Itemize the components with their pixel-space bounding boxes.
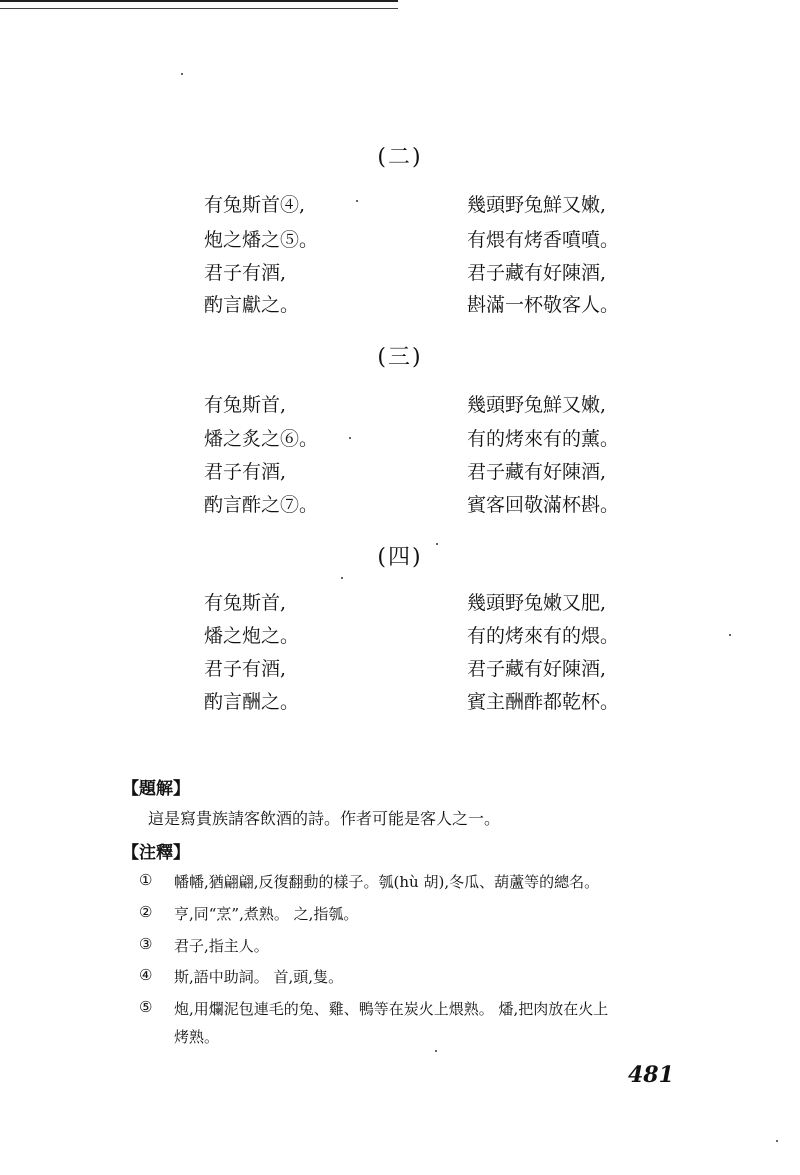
section-title-3: (三) <box>377 345 423 370</box>
note-text: 斯,語中助詞。 首,頭,隻。 <box>174 968 344 986</box>
poem-line-right: 斟滿一杯敬客人。 <box>467 294 620 316</box>
poem-line-right: 幾頭野兔鮮又嫩, <box>467 394 607 416</box>
poem-line-left: 酌言酢之⑦。 <box>204 494 319 516</box>
section-title-4: (四) <box>377 545 423 570</box>
poem-line-left: 燔之炮之。 <box>204 625 300 647</box>
poem-line-right: 有的烤來有的煨。 <box>467 625 620 647</box>
scan-speck <box>435 1050 437 1052</box>
poem-line-right: 賓客回敬滿杯斟。 <box>467 494 620 516</box>
poem-line-left: 有兔斯首④, <box>204 194 306 216</box>
poem-line-left: 君子有酒, <box>204 262 287 284</box>
poem-line-left: 炮之燔之⑤。 <box>204 229 319 251</box>
scan-speck <box>436 543 438 545</box>
tijie-text: 這是寫貴族請客飲酒的詩。作者可能是客人之一。 <box>148 809 501 828</box>
poem-line-right: 幾頭野兔鮮又嫩, <box>467 194 607 216</box>
tijie-heading: 【題解】 <box>122 779 190 799</box>
note-text-continued: 烤熟。 <box>174 1028 220 1046</box>
scan-speck <box>181 73 183 75</box>
poem-line-right: 有煨有烤香噴噴。 <box>467 229 620 251</box>
top-rule <box>0 0 398 2</box>
note-number: ① <box>139 871 153 889</box>
poem-line-left: 酌言獻之。 <box>204 294 300 316</box>
scan-speck <box>356 200 358 202</box>
note-number: ② <box>139 903 153 921</box>
poem-line-right: 賓主酬酢都乾杯。 <box>467 691 620 713</box>
poem-line-right: 君子藏有好陳酒, <box>467 262 607 284</box>
note-number: ④ <box>139 966 153 984</box>
note-text: 亨,同“烹”,煮熟。 之,指瓠。 <box>174 905 359 923</box>
top-rule-thin <box>0 8 398 9</box>
poem-line-left: 酌言酬之。 <box>204 691 300 713</box>
note-text: 炮,用爛泥包連毛的兔、雞、鴨等在炭火上煨熟。 燔,把肉放在火上 <box>174 1000 609 1018</box>
poem-line-right: 幾頭野兔嫩又肥, <box>467 592 607 614</box>
poem-line-left: 有兔斯首, <box>204 394 287 416</box>
scan-speck <box>349 437 351 439</box>
poem-line-right: 有的烤來有的薰。 <box>467 428 620 450</box>
poem-line-left: 君子有酒, <box>204 461 287 483</box>
page-number: 481 <box>628 1062 674 1088</box>
scan-speck <box>729 634 731 636</box>
poem-line-right: 君子藏有好陳酒, <box>467 658 607 680</box>
scan-speck <box>776 1140 778 1142</box>
poem-line-right: 君子藏有好陳酒, <box>467 461 607 483</box>
note-text: 幡幡,猶翩翩,反復翻動的樣子。瓠(hù 胡),冬瓜、葫蘆等的總名。 <box>174 873 600 891</box>
note-number: ③ <box>139 935 153 953</box>
poem-line-left: 燔之炙之⑥。 <box>204 428 319 450</box>
scan-speck <box>341 577 343 579</box>
poem-line-left: 有兔斯首, <box>204 592 287 614</box>
note-number: ⑤ <box>139 998 153 1016</box>
zhushi-heading: 【注釋】 <box>122 843 190 863</box>
section-title-2: (二) <box>377 145 423 170</box>
note-text: 君子,指主人。 <box>174 937 269 955</box>
poem-line-left: 君子有酒, <box>204 658 287 680</box>
